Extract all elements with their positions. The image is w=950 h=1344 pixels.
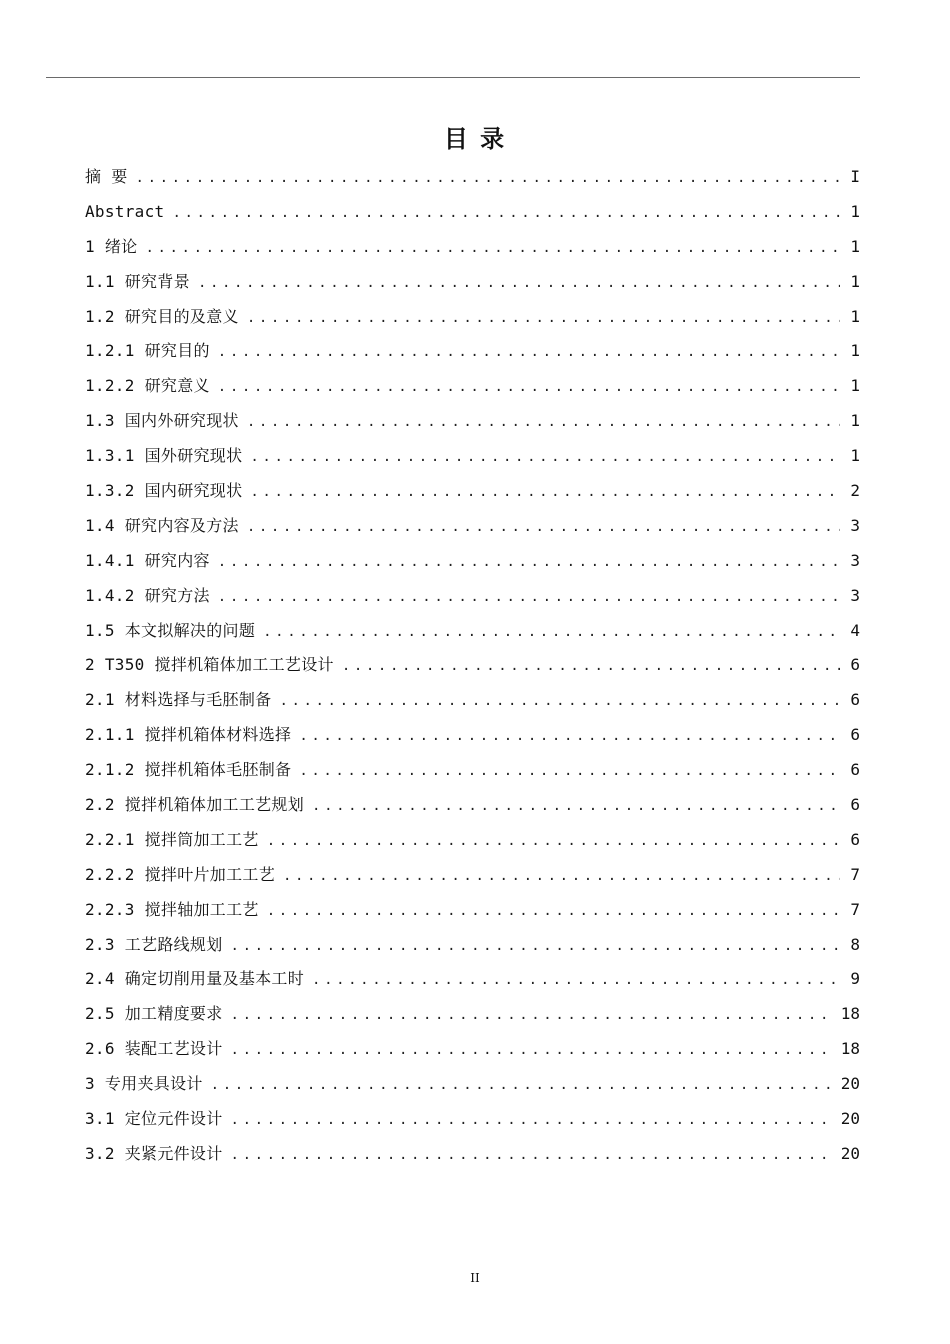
toc-entry-page: 6 bbox=[850, 829, 860, 849]
toc-leader-dots bbox=[218, 370, 841, 405]
toc-entry[interactable] bbox=[85, 1032, 860, 1067]
toc-entry-page: 3 bbox=[850, 585, 860, 605]
toc-leader-dots bbox=[250, 440, 840, 475]
toc-entry[interactable] bbox=[85, 1137, 860, 1172]
toc-entry-page: 20 bbox=[840, 1143, 860, 1163]
toc-entry-label: 2.1.1 搅拌机箱体材料选择 bbox=[85, 725, 292, 745]
toc-entry[interactable] bbox=[85, 544, 860, 579]
toc-entry-page: 1 bbox=[850, 271, 860, 291]
toc-leader-dots bbox=[247, 301, 841, 336]
toc-entry-page: 7 bbox=[850, 864, 860, 884]
toc-entry-label: 2.1 材料选择与毛胚制备 bbox=[85, 690, 272, 710]
toc-entry-page: 2 bbox=[850, 481, 860, 501]
toc-entry[interactable] bbox=[85, 369, 860, 404]
toc-entry[interactable] bbox=[85, 893, 860, 928]
toc-entry-page: 1 bbox=[850, 236, 860, 256]
toc-entry-page: 20 bbox=[840, 1109, 860, 1129]
toc-entry-page: 1 bbox=[850, 446, 860, 466]
page-number: II bbox=[470, 1271, 480, 1285]
toc-entry-page: 18 bbox=[840, 1039, 860, 1059]
toc-entry-page: 7 bbox=[850, 899, 860, 919]
toc-entry-page: 1 bbox=[850, 341, 860, 361]
toc-entry[interactable] bbox=[85, 230, 860, 265]
toc-entry[interactable] bbox=[85, 648, 860, 683]
toc-leader-dots bbox=[279, 684, 840, 719]
toc-entry-label: 2 T350 搅拌机箱体加工工艺设计 bbox=[85, 655, 334, 675]
toc-entry[interactable] bbox=[85, 265, 860, 300]
toc-leader-dots bbox=[312, 789, 840, 824]
toc-entry[interactable] bbox=[85, 614, 860, 649]
toc-leader-dots bbox=[218, 580, 841, 615]
toc-entry-page: 6 bbox=[850, 690, 860, 710]
toc-entry[interactable] bbox=[85, 1067, 860, 1102]
toc-entry[interactable] bbox=[85, 160, 860, 195]
toc-leader-dots bbox=[299, 754, 840, 789]
toc-entry-page: 1 bbox=[850, 376, 860, 396]
toc-entry-label: 摘 要 bbox=[85, 167, 128, 186]
toc-leader-dots bbox=[231, 998, 831, 1033]
toc-entry-label: 1.2 研究目的及意义 bbox=[85, 306, 239, 326]
toc-leader-dots bbox=[211, 1068, 831, 1103]
toc-leader-dots bbox=[247, 405, 841, 440]
toc-leader-dots bbox=[342, 649, 841, 684]
toc-entry-page: 1 bbox=[850, 201, 860, 221]
toc-entry[interactable] bbox=[85, 718, 860, 753]
toc-entry[interactable] bbox=[85, 962, 860, 997]
toc-entry-label: 1 绪论 bbox=[85, 236, 138, 256]
toc-entry-label: Abstract bbox=[85, 201, 165, 221]
toc-entry[interactable] bbox=[85, 683, 860, 718]
toc-entry-label: 2.6 装配工艺设计 bbox=[85, 1039, 223, 1059]
toc-leader-dots bbox=[231, 1033, 831, 1068]
toc-entry-label: 1.3 国内外研究现状 bbox=[85, 411, 239, 431]
toc-entry-label: 1.4.2 研究方法 bbox=[85, 585, 210, 605]
toc-entry[interactable] bbox=[85, 579, 860, 614]
toc-leader-dots bbox=[136, 161, 841, 196]
toc-entry-label: 2.2 搅拌机箱体加工工艺规划 bbox=[85, 795, 305, 815]
toc-entry[interactable] bbox=[85, 474, 860, 509]
toc-entry-page: 4 bbox=[850, 620, 860, 640]
toc-leader-dots bbox=[250, 475, 840, 510]
toc-leader-dots bbox=[267, 824, 841, 859]
toc-leader-dots bbox=[145, 231, 840, 266]
toc-entry-page: 9 bbox=[850, 969, 860, 989]
toc-leader-dots bbox=[218, 545, 841, 580]
toc-entry[interactable] bbox=[85, 334, 860, 369]
toc-entry-page: 6 bbox=[850, 725, 860, 745]
toc-entry[interactable] bbox=[85, 439, 860, 474]
toc-entry-label: 1.3.1 国外研究现状 bbox=[85, 446, 243, 466]
toc-entry-label: 1.4.1 研究内容 bbox=[85, 550, 210, 570]
toc-entry-page: 6 bbox=[850, 760, 860, 780]
toc-leader-dots bbox=[231, 1138, 831, 1173]
toc-entry-label: 2.2.3 搅拌轴加工工艺 bbox=[85, 899, 259, 919]
toc-entry-label: 1.4 研究内容及方法 bbox=[85, 515, 239, 535]
toc-entry-page: 18 bbox=[840, 1004, 860, 1024]
toc-entry-label: 2.3 工艺路线规划 bbox=[85, 934, 223, 954]
toc-entry-label: 1.1 研究背景 bbox=[85, 271, 190, 291]
toc-entry-page: 20 bbox=[840, 1074, 860, 1094]
toc-entry[interactable] bbox=[85, 753, 860, 788]
toc-entry-label: 3 专用夹具设计 bbox=[85, 1074, 203, 1094]
toc-entry[interactable] bbox=[85, 823, 860, 858]
toc-entry-label: 2.1.2 搅拌机箱体毛胚制备 bbox=[85, 760, 292, 780]
toc-leader-dots bbox=[299, 719, 840, 754]
toc-entry[interactable] bbox=[85, 509, 860, 544]
toc-leader-dots bbox=[231, 929, 841, 964]
toc-entry-page: 1 bbox=[850, 306, 860, 326]
toc-list bbox=[85, 160, 860, 1172]
toc-entry[interactable] bbox=[85, 195, 860, 230]
toc-leader-dots bbox=[198, 266, 840, 301]
toc-title: 目 录 bbox=[443, 125, 507, 153]
toc-entry-label: 3.2 夹紧元件设计 bbox=[85, 1143, 223, 1163]
toc-entry[interactable] bbox=[85, 997, 860, 1032]
toc-entry-page: I bbox=[850, 167, 860, 186]
toc-entry-label: 2.2.2 搅拌叶片加工工艺 bbox=[85, 864, 275, 884]
toc-entry[interactable] bbox=[85, 928, 860, 963]
toc-entry-label: 2.2.1 搅拌筒加工工艺 bbox=[85, 829, 259, 849]
toc-entry-label: 2.4 确定切削用量及基本工时 bbox=[85, 969, 305, 989]
toc-entry-page: 8 bbox=[850, 934, 860, 954]
toc-entry-label: 2.5 加工精度要求 bbox=[85, 1004, 223, 1024]
toc-leader-dots bbox=[218, 335, 841, 370]
toc-entry-page: 1 bbox=[850, 411, 860, 431]
toc-entry-page: 3 bbox=[850, 550, 860, 570]
toc-entry-page: 3 bbox=[850, 515, 860, 535]
header-rule bbox=[46, 77, 860, 78]
toc-entry-page: 6 bbox=[850, 655, 860, 675]
toc-entry-label: 1.3.2 国内研究现状 bbox=[85, 481, 243, 501]
toc-entry[interactable] bbox=[85, 788, 860, 823]
toc-leader-dots bbox=[231, 1103, 831, 1138]
toc-leader-dots bbox=[267, 894, 841, 929]
toc-entry-label: 1.2.1 研究目的 bbox=[85, 341, 210, 361]
toc-leader-dots bbox=[247, 510, 841, 545]
toc-entry-label: 1.5 本文拟解决的问题 bbox=[85, 620, 256, 640]
toc-leader-dots bbox=[172, 196, 840, 231]
toc-entry[interactable] bbox=[85, 1102, 860, 1137]
toc-entry[interactable] bbox=[85, 404, 860, 439]
toc-entry[interactable] bbox=[85, 858, 860, 893]
toc-leader-dots bbox=[263, 615, 840, 650]
toc-leader-dots bbox=[283, 859, 840, 894]
toc-entry-label: 3.1 定位元件设计 bbox=[85, 1109, 223, 1129]
toc-leader-dots bbox=[312, 963, 840, 998]
toc-entry[interactable] bbox=[85, 300, 860, 335]
toc-entry-page: 6 bbox=[850, 795, 860, 815]
toc-entry-label: 1.2.2 研究意义 bbox=[85, 376, 210, 396]
